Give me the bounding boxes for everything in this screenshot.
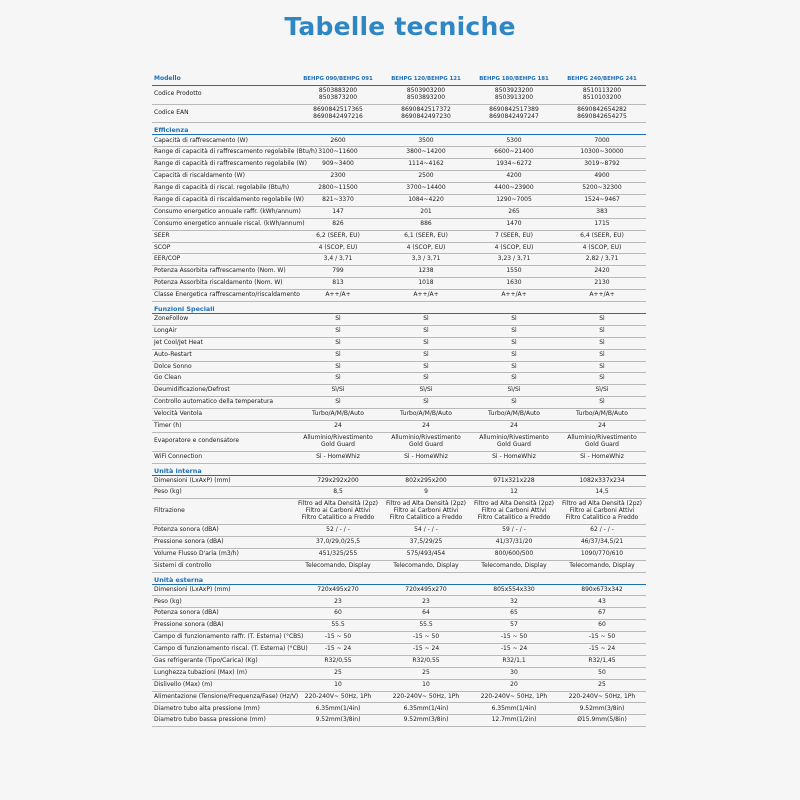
row-value: 20 <box>510 680 518 688</box>
row-label: Diametro tubo alta pressione (mm) <box>154 704 260 712</box>
row-value: Sì <box>423 374 429 382</box>
row-value: 9 <box>424 488 428 496</box>
row-value: 720x495x270 <box>405 585 447 593</box>
row-value: 41/37/31/20 <box>495 537 533 545</box>
row-value: R32/1,45 <box>588 656 616 664</box>
row-value: R32/0,55 <box>324 656 352 664</box>
row-label: Potenza sonora (dBA) <box>154 609 219 617</box>
row-value: 1524~9467 <box>584 195 620 203</box>
row-value: 4400~23900 <box>494 184 534 192</box>
row-value: 8690842517372 8690842497230 <box>401 105 451 120</box>
row-value: 12.7mm(1/2in) <box>491 716 537 724</box>
row-value: 6.35mm(1/4in) <box>315 704 361 712</box>
row-value: 729x292x200 <box>317 476 359 484</box>
row-value: 4 (SCOP, EU) <box>494 243 534 251</box>
row-label: Codice EAN <box>154 109 189 117</box>
row-value: 1934~6272 <box>496 160 532 168</box>
row-value: 65 <box>510 609 518 617</box>
table-row <box>152 385 646 397</box>
row-label: Sistemi di controllo <box>154 561 212 569</box>
row-value: 8503923200 8503913200 <box>494 86 534 101</box>
row-value: 52 / - / - <box>326 526 350 534</box>
row-value: -15 ~ 50 <box>588 633 616 641</box>
row-value: 265 <box>508 207 520 215</box>
row-value: Sì <box>511 350 517 358</box>
row-value: 8690842654282 8690842654275 <box>577 105 627 120</box>
row-value: 220-240V~ 50Hz, 1Ph <box>568 692 636 700</box>
row-value: A++/A+ <box>501 291 527 299</box>
row-value: 3019~8792 <box>584 160 620 168</box>
row-label: Peso (kg) <box>154 597 182 605</box>
table-row <box>152 715 646 727</box>
table-row <box>152 537 646 549</box>
row-value: Filtro ad Alta Densità (2pz) Filtro ai Carboni Attivi Filtro Catalitico a Freddo <box>385 500 466 522</box>
row-label: Dolce Sonno <box>154 362 192 370</box>
row-value: 2130 <box>594 279 610 287</box>
row-value: 10 <box>422 680 430 688</box>
row-value: 1082x337x234 <box>579 476 625 484</box>
row-value: -15 ~ 24 <box>412 645 440 653</box>
table-row <box>152 195 646 207</box>
section-title: Efficienza <box>152 123 646 135</box>
table-row <box>152 105 646 124</box>
table-row <box>152 350 646 362</box>
row-value: Sì <box>335 362 341 370</box>
row-value: 802x295x200 <box>405 476 447 484</box>
row-value: 2,82 / 3,71 <box>585 255 619 263</box>
row-value: Sì <box>511 326 517 334</box>
row-value: 25 <box>334 668 342 676</box>
row-label: Consumo energetico annuale riscal. (kWh/annum) <box>154 219 305 227</box>
row-label: Dimensioni (LxAxP) (mm) <box>154 476 231 484</box>
row-value: 3800~14200 <box>406 148 446 156</box>
row-value: A++/A+ <box>589 291 615 299</box>
row-value: 14,5 <box>595 488 609 496</box>
row-value: Sì <box>511 315 517 322</box>
row-value: 7000 <box>594 136 610 144</box>
row-value: Sì <box>511 362 517 370</box>
row-value: Sì <box>423 362 429 370</box>
table-row <box>152 278 646 290</box>
row-value: 9.52mm(3/8in) <box>403 716 449 724</box>
row-value: Sì <box>599 350 605 358</box>
row-value: 54 / - / - <box>414 526 438 534</box>
row-value: 9.52mm(3/8in) <box>315 716 361 724</box>
row-value: Sì <box>335 350 341 358</box>
row-label: Dislivello (Max) (m) <box>154 680 213 688</box>
row-value: 23 <box>422 597 430 605</box>
row-value: 1290~7005 <box>496 195 532 203</box>
row-value: 59 / - / - <box>502 526 526 534</box>
row-label: LongAir <box>154 326 177 334</box>
row-value: Sì/Sì <box>507 386 521 394</box>
row-value: 25 <box>422 668 430 676</box>
section-title: Funzioni Speciali <box>152 302 646 314</box>
row-value: 1550 <box>506 267 522 275</box>
row-value: Sì <box>599 326 605 334</box>
row-value: Sì <box>335 374 341 382</box>
row-value: 6.35mm(1/4in) <box>491 704 537 712</box>
row-label: Lunghezza tubazioni (Max) (m) <box>154 668 248 676</box>
row-value: Turbo/A/M/B/Auto <box>312 410 364 418</box>
row-value: 3,3 / 3,71 <box>411 255 441 263</box>
row-value: 8,5 <box>333 488 343 496</box>
row-value: 10300~30000 <box>580 148 624 156</box>
table-row <box>152 525 646 537</box>
row-value: 24 <box>510 422 518 430</box>
row-value: Sì - HomeWhiz <box>404 452 448 460</box>
row-value: 32 <box>510 597 518 605</box>
row-value: 8503883200 8503873200 <box>318 86 358 101</box>
row-value: 62 / - / - <box>590 526 614 534</box>
table-row <box>152 692 646 704</box>
row-value: 46/37/34,5/21 <box>580 537 624 545</box>
row-value: 30 <box>510 668 518 676</box>
row-value: 805x554x330 <box>493 585 535 593</box>
row-value: Telecomando, Display <box>569 561 635 569</box>
row-value: 3,23 / 3,71 <box>497 255 531 263</box>
row-value: 1238 <box>418 267 434 275</box>
table-row <box>152 632 646 644</box>
row-value: Telecomando, Display <box>481 561 547 569</box>
row-value: 10 <box>334 680 342 688</box>
row-value: Sì/Sì <box>595 386 609 394</box>
row-value: 575/493/454 <box>406 549 446 557</box>
row-value: 1114~4162 <box>408 160 444 168</box>
table-row <box>152 549 646 561</box>
row-value: 3500 <box>418 136 434 144</box>
row-value: 1084~4220 <box>408 195 444 203</box>
row-label: SEER <box>154 231 170 239</box>
table-row <box>152 159 646 171</box>
row-value: 2300 <box>330 172 346 180</box>
row-value: Sì <box>511 338 517 346</box>
row-value: 4 (SCOP, EU) <box>406 243 446 251</box>
row-value: 909~3400 <box>322 160 354 168</box>
row-label: Go Clean <box>154 374 182 382</box>
row-value: 8510113200 8510103200 <box>582 86 622 101</box>
page-title: Tabelle tecniche <box>284 12 516 41</box>
table-row <box>152 476 646 488</box>
row-label: Capacità di riscaldamento (W) <box>154 172 245 180</box>
row-label: Peso (kg) <box>154 488 182 496</box>
table-row <box>152 243 646 255</box>
row-value: 50 <box>598 668 606 676</box>
row-value: Filtro ad Alta Densità (2pz) Filtro ai Carboni Attivi Filtro Catalitico a Freddo <box>473 500 554 522</box>
row-label: Jet Cool/Jet Heat <box>154 338 203 346</box>
table-header-row <box>152 74 646 86</box>
table-row <box>152 656 646 668</box>
table-row <box>152 421 646 433</box>
row-value: -15 ~ 50 <box>412 633 440 641</box>
row-value: 821~3370 <box>322 195 354 203</box>
table-row <box>152 680 646 692</box>
row-value: 37,0/29,0/25,5 <box>315 537 361 545</box>
row-label: Gas refrigerante (Tipo/Carica) (Kg) <box>154 656 258 664</box>
table-row <box>152 326 646 338</box>
row-label: Potenza Assorbita riscaldamento (Nom. W) <box>154 279 283 287</box>
row-label: Pressione sonora (dBA) <box>154 621 224 629</box>
table-row <box>152 668 646 680</box>
table-row <box>152 207 646 219</box>
row-value: R32/1,1 <box>502 656 526 664</box>
row-value: 2500 <box>418 172 434 180</box>
row-value: 5300 <box>506 136 522 144</box>
row-value: Sì <box>423 326 429 334</box>
row-value: 6600~21400 <box>494 148 534 156</box>
row-value: R32/0,55 <box>412 656 440 664</box>
row-value: Ø15.9mm(5/8in) <box>577 716 627 724</box>
row-value: Sì/Sì <box>419 386 433 394</box>
row-value: 799 <box>332 267 344 275</box>
table-row <box>152 171 646 183</box>
table-row <box>152 86 646 105</box>
row-value: 6.35mm(1/4in) <box>403 704 449 712</box>
row-value: -15 ~ 24 <box>500 645 528 653</box>
row-value: 1470 <box>506 219 522 227</box>
row-value: Turbo/A/M/B/Auto <box>576 410 628 418</box>
row-value: Sì <box>599 338 605 346</box>
row-value: Sì <box>335 398 341 406</box>
row-value: 12 <box>510 488 518 496</box>
table-row <box>152 338 646 350</box>
row-value: 3700~14400 <box>406 184 446 192</box>
row-label: Consumo energetico annuale raffr. (kWh/annum) <box>154 207 301 215</box>
spec-table <box>152 74 646 727</box>
table-row <box>152 219 646 231</box>
row-value: 1715 <box>594 219 610 227</box>
row-value: Sì - HomeWhiz <box>580 452 624 460</box>
row-value: 813 <box>332 279 344 287</box>
row-value: 890x673x342 <box>581 585 623 593</box>
row-value: 23 <box>334 597 342 605</box>
row-value: 57 <box>510 621 518 629</box>
row-value: Sì/Sì <box>331 386 345 394</box>
section-title: Unità esterna <box>152 573 646 585</box>
table-row <box>152 499 646 525</box>
row-value: Filtro ad Alta Densità (2pz) Filtro ai Carboni Attivi Filtro Catalitico a Freddo <box>297 500 378 522</box>
row-label: Velocità Ventola <box>154 410 203 418</box>
row-value: 24 <box>334 422 342 430</box>
row-value: 2420 <box>594 267 610 275</box>
row-value: 43 <box>598 597 606 605</box>
table-row <box>152 373 646 385</box>
row-label: Range di capacità di riscaldamento regolabile (W) <box>154 195 304 203</box>
table-row <box>152 487 646 499</box>
model-name: BEHPG 090/BEHPG 091 <box>303 76 373 83</box>
row-label: Range di capacità di raffrescamento regolabile (W) <box>154 160 307 168</box>
row-label: SCOP <box>154 243 171 251</box>
row-value: Telecomando, Display <box>305 561 371 569</box>
row-value: Sì <box>599 398 605 406</box>
table-row <box>152 183 646 195</box>
row-value: 220-240V~ 50Hz, 1Ph <box>304 692 372 700</box>
row-label: Auto-Restart <box>154 350 192 358</box>
row-value: -15 ~ 24 <box>588 645 616 653</box>
row-value: Sì <box>423 315 429 322</box>
table-row <box>152 231 646 243</box>
row-label: Campo di funzionamento raffr. (T. Esterna) (°CBS) <box>154 633 304 641</box>
table-row <box>152 409 646 421</box>
row-value: 383 <box>596 207 608 215</box>
row-value: 8690842517365 8690842497216 <box>313 105 363 120</box>
row-value: 24 <box>598 422 606 430</box>
table-row <box>152 644 646 656</box>
row-value: Alluminio/Rivestimento Gold Guard <box>303 433 373 448</box>
row-label: Range di capacità di raffrescamento regolabile (Btu/h) <box>154 148 318 156</box>
row-value: 64 <box>422 609 430 617</box>
row-value: Sì <box>423 338 429 346</box>
row-value: Sì <box>423 398 429 406</box>
table-row <box>152 703 646 715</box>
row-value: 971x321x228 <box>493 476 535 484</box>
row-value: 4900 <box>594 172 610 180</box>
row-value: 55.5 <box>419 621 433 629</box>
row-label: Filtrazione <box>154 507 185 515</box>
row-value: Sì <box>335 315 341 322</box>
table-row <box>152 254 646 266</box>
row-value: -15 ~ 50 <box>500 633 528 641</box>
row-value: 6,4 (SEER, EU) <box>580 231 624 239</box>
row-value: 55.5 <box>331 621 345 629</box>
row-value: 9.52mm(3/8in) <box>579 704 625 712</box>
table-row <box>152 397 646 409</box>
row-label: Pressione sonora (dBA) <box>154 537 224 545</box>
row-value: 451/325/255 <box>318 549 358 557</box>
row-value: 1090/770/610 <box>580 549 624 557</box>
row-value: 4 (SCOP, EU) <box>318 243 358 251</box>
row-value: 2600 <box>330 136 346 144</box>
row-label: Evaporatore e condensatore <box>154 437 240 445</box>
table-row <box>152 585 646 597</box>
row-value: Sì <box>511 398 517 406</box>
table-row <box>152 620 646 632</box>
row-value: 4200 <box>506 172 522 180</box>
table-row <box>152 561 646 573</box>
row-label: WiFi Connection <box>154 452 203 460</box>
row-value: Sì <box>511 374 517 382</box>
row-value: 67 <box>598 609 606 617</box>
row-label: Campo di funzionamento riscal. (T. Esterna) (°CBU) <box>154 645 308 653</box>
row-value: 220-240V~ 50Hz, 1Ph <box>392 692 460 700</box>
section-title: Unità interna <box>152 464 646 476</box>
row-value: Turbo/A/M/B/Auto <box>400 410 452 418</box>
row-value: Sì <box>335 338 341 346</box>
row-value: Telecomando, Display <box>393 561 459 569</box>
row-value: Turbo/A/M/B/Auto <box>488 410 540 418</box>
model-name: BEHPG 240/BEHPG 241 <box>567 76 637 83</box>
row-value: 2800~11500 <box>318 184 358 192</box>
row-value: 4 (SCOP, EU) <box>582 243 622 251</box>
row-value: Alluminio/Rivestimento Gold Guard <box>567 433 637 448</box>
row-value: 7 (SEER, EU) <box>495 231 533 239</box>
row-label: EER/COP <box>154 255 181 263</box>
row-value: 3,4 / 3,71 <box>323 255 353 263</box>
row-value: -15 ~ 50 <box>324 633 352 641</box>
table-row <box>152 135 646 147</box>
row-label: Codice Prodotto <box>154 90 202 98</box>
row-label: Controllo automatico della temperatura <box>154 398 274 406</box>
row-label: Alimentazione (Tensione/Frequenza/Fase) (Hz/V) <box>154 692 299 700</box>
table-row <box>152 314 646 326</box>
row-value: 720x495x270 <box>317 585 359 593</box>
row-label: ZoneFollow <box>154 315 189 322</box>
header-label: Modello <box>154 75 181 83</box>
row-value: A++/A+ <box>413 291 439 299</box>
row-value: 1630 <box>506 279 522 287</box>
row-label: Volume Flusso D'aria (m3/h) <box>154 549 239 557</box>
row-value: 8690842517389 8690842497247 <box>489 105 539 120</box>
row-value: Sì <box>599 362 605 370</box>
row-value: 826 <box>332 219 344 227</box>
table-row <box>152 452 646 464</box>
row-label: Range di capacità di riscal. regolabile (Btu/h) <box>154 184 290 192</box>
row-label: Potenza sonora (dBA) <box>154 526 219 534</box>
table-row <box>152 362 646 374</box>
row-value: 800/600/500 <box>494 549 534 557</box>
row-value: 24 <box>422 422 430 430</box>
row-value: A++/A+ <box>325 291 351 299</box>
row-value: 25 <box>598 680 606 688</box>
row-value: 1018 <box>418 279 434 287</box>
row-value: 37,5/29/25 <box>409 537 443 545</box>
row-label: Timer (h) <box>154 422 182 430</box>
row-value: 147 <box>332 207 344 215</box>
row-label: Deumidificazione/Defrost <box>154 386 230 394</box>
row-value: Sì <box>599 315 605 322</box>
row-value: 60 <box>598 621 606 629</box>
table-row <box>152 433 646 452</box>
table-row <box>152 266 646 278</box>
row-value: Sì <box>599 374 605 382</box>
row-value: Sì <box>335 326 341 334</box>
row-value: Sì - HomeWhiz <box>492 452 536 460</box>
table-row <box>152 596 646 608</box>
row-value: Sì - HomeWhiz <box>316 452 360 460</box>
model-name: BEHPG 120/BEHPG 121 <box>391 76 461 83</box>
row-label: Capacità di raffrescamento (W) <box>154 136 248 144</box>
row-value: 886 <box>420 219 432 227</box>
row-value: Sì <box>423 350 429 358</box>
row-value: 8503903200 8503893200 <box>406 86 446 101</box>
table-row <box>152 147 646 159</box>
row-value: -15 ~ 24 <box>324 645 352 653</box>
row-value: 220-240V~ 50Hz, 1Ph <box>480 692 548 700</box>
row-value: 201 <box>420 207 432 215</box>
row-value: 6,2 (SEER, EU) <box>316 231 360 239</box>
row-value: Filtro ad Alta Densità (2pz) Filtro ai Carboni Attivi Filtro Catalitico a Freddo <box>561 500 642 522</box>
model-name: BEHPG 180/BEHPG 181 <box>479 76 549 83</box>
row-value: 5200~32300 <box>582 184 622 192</box>
row-label: Classe Energetica raffrescamento/riscaldamento <box>154 291 300 299</box>
table-row <box>152 608 646 620</box>
row-label: Dimensioni (LxAxP) (mm) <box>154 585 231 593</box>
row-value: Alluminio/Rivestimento Gold Guard <box>391 433 461 448</box>
row-value: 60 <box>334 609 342 617</box>
row-value: Alluminio/Rivestimento Gold Guard <box>479 433 549 448</box>
row-value: 3100~11600 <box>318 148 358 156</box>
row-value: 6,1 (SEER, EU) <box>404 231 448 239</box>
row-label: Diametro tubo bassa pressione (mm) <box>154 716 266 724</box>
table-row <box>152 290 646 302</box>
row-label: Potenza Assorbita raffrescamento (Nom. W) <box>154 267 286 275</box>
